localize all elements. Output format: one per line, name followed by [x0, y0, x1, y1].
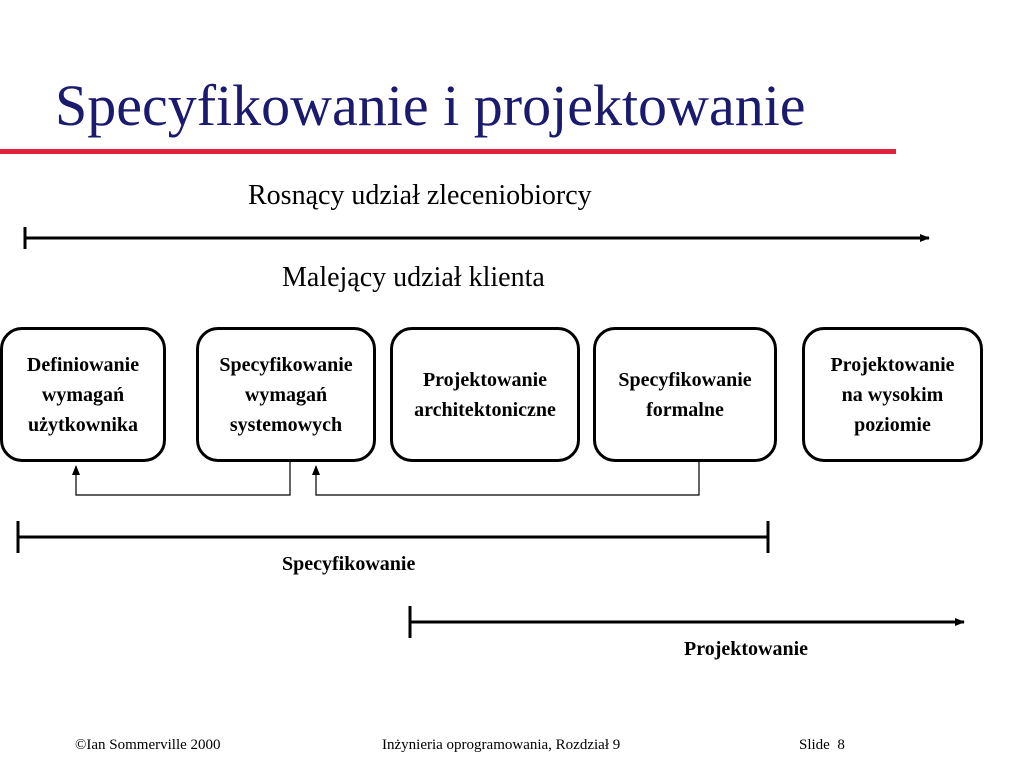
slide-title: Specyfikowanie i projektowanie — [55, 73, 806, 138]
specification-phase-label: Specyfikowanie — [282, 553, 416, 575]
box-formal-specification-label: Specyfikowanie formalne — [618, 368, 752, 421]
box-formal-specification — [593, 327, 777, 462]
contractor-share-arrow — [25, 227, 929, 249]
design-phase-label: Projektowanie — [684, 638, 809, 660]
box-high-level-design — [802, 327, 983, 462]
footer-copyright: ©Ian Sommerville 2000 — [75, 737, 221, 753]
box-high-level-design-label: Projektowanie na wysokim poziomie — [830, 353, 955, 436]
box-user-requirements-label: Definiowanie wymagań użytkownika — [26, 353, 140, 436]
box-system-requirements — [196, 327, 376, 462]
box-user-requirements — [0, 327, 166, 462]
feedback-connector-2 — [316, 462, 699, 495]
footer-slide-number — [799, 737, 845, 754]
box-architectural-design — [390, 327, 580, 462]
feedback-connector-1 — [76, 462, 290, 495]
contractor-share-caption: Rosnący udział zleceniobiorcy — [248, 180, 592, 211]
footer-slide-label: Slide — [799, 737, 830, 753]
client-share-caption: Malejący udział klienta — [282, 262, 545, 293]
specification-span — [18, 521, 768, 553]
footer-slide-value: 8 — [837, 737, 845, 753]
box-architectural-design-label: Projektowanie architektoniczne — [414, 368, 556, 421]
design-span-arrow — [410, 606, 964, 638]
footer-course: Inżynieria oprogramowania, Rozdział 9 — [382, 737, 621, 753]
box-system-requirements-label: Specyfikowanie wymagań systemowych — [219, 353, 353, 436]
